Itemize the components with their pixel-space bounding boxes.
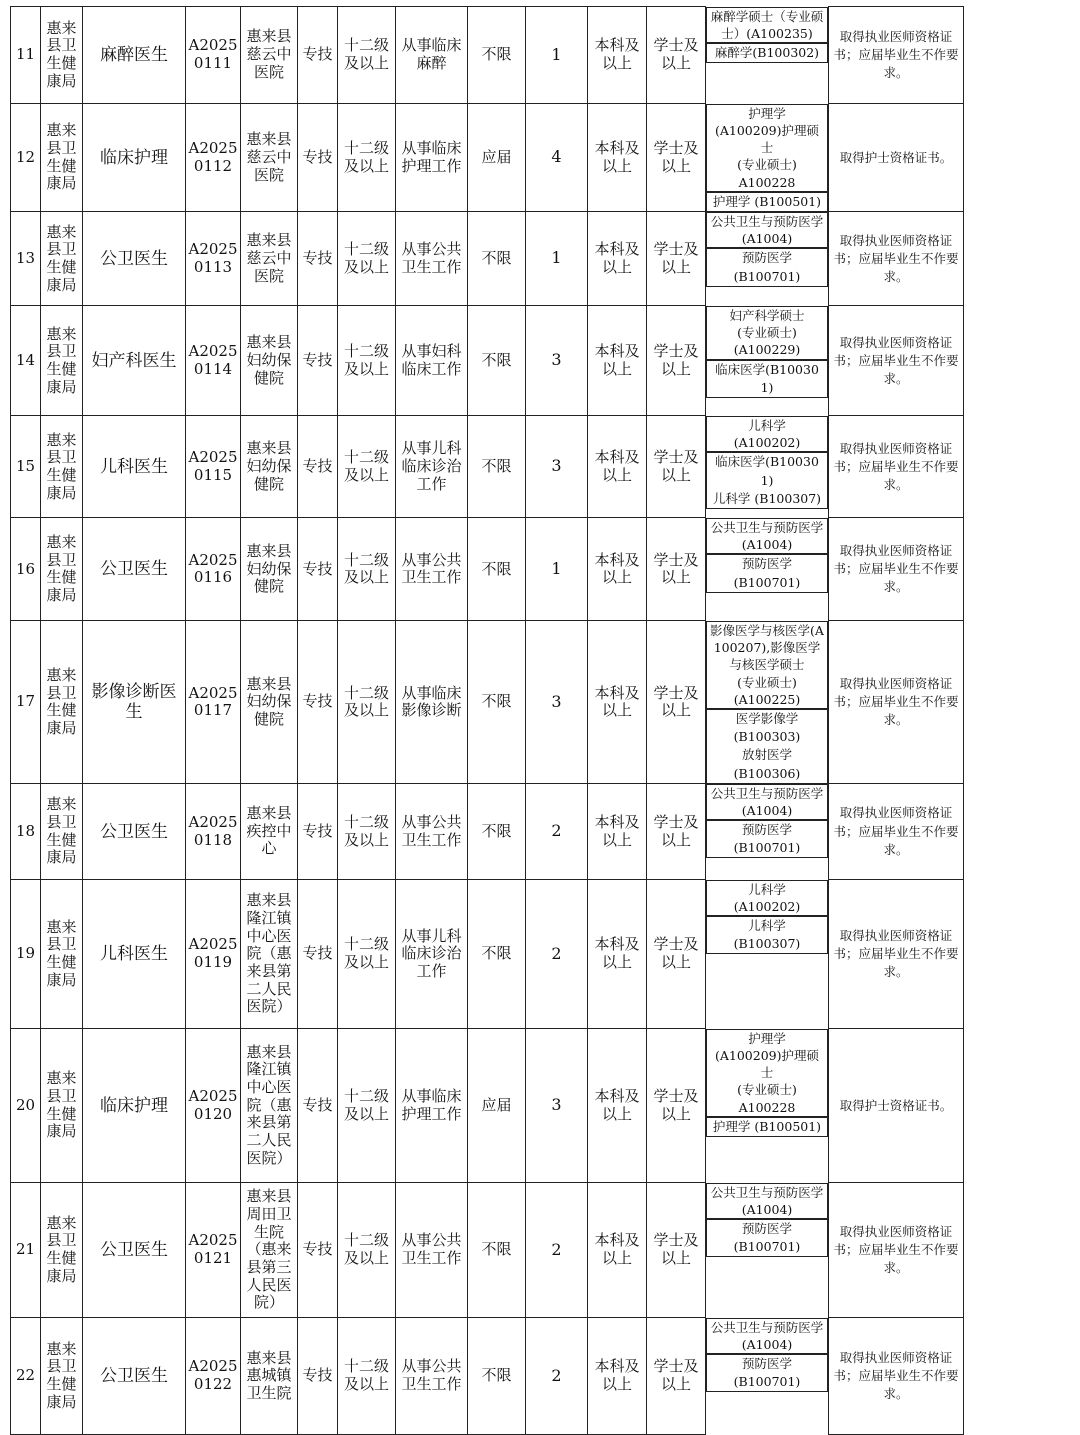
department-cell: 惠来县卫生健康局 xyxy=(41,104,83,212)
recruit-target-cell: 应届 xyxy=(468,104,526,212)
row-number: 13 xyxy=(11,212,41,306)
department-cell: 惠来县卫生健康局 xyxy=(41,416,83,518)
undergraduate-major-cell: 临床医学(B100301) xyxy=(706,360,828,398)
graduate-major-cell: 公共卫生与预防医学 (A1004) xyxy=(706,1183,828,1220)
recruit-target-cell: 不限 xyxy=(468,212,526,306)
job-duty-cell: 从事公共卫生工作 xyxy=(396,212,468,306)
other-requirements-cell: 取得执业医师资格证书；应届毕业生不作要求。 xyxy=(829,7,964,104)
other-requirements-cell: 取得护士资格证书。 xyxy=(829,104,964,212)
department-cell: 惠来县卫生健康局 xyxy=(41,1318,83,1435)
position-code-cell: A20250117 xyxy=(186,621,241,784)
position-level-cell: 十二级及以上 xyxy=(338,621,396,784)
row-number: 11 xyxy=(11,7,41,104)
position-code-cell: A20250121 xyxy=(186,1183,241,1318)
job-duty-cell: 从事临床影像诊断 xyxy=(396,621,468,784)
degree-cell: 学士及以上 xyxy=(647,212,706,306)
position-level-cell: 十二级及以上 xyxy=(338,1029,396,1183)
position-level-cell: 十二级及以上 xyxy=(338,1183,396,1318)
position-level-cell: 十二级及以上 xyxy=(338,880,396,1029)
headcount-cell: 4 xyxy=(526,104,588,212)
headcount-cell: 3 xyxy=(526,306,588,416)
department-cell: 惠来县卫生健康局 xyxy=(41,784,83,880)
undergraduate-major-cell: 护理学 (B100501) xyxy=(706,192,828,212)
department-cell: 惠来县卫生健康局 xyxy=(41,1029,83,1183)
graduate-major-cell: 影像医学与核医学(A100207),影像医学与核医学硕士 (专业硕士) (A100225) xyxy=(706,621,828,709)
education-cell: 本科及以上 xyxy=(588,784,647,880)
position-level-cell: 十二级及以上 xyxy=(338,306,396,416)
position-level-cell: 十二级及以上 xyxy=(338,1318,396,1435)
position-code-cell: A20250120 xyxy=(186,1029,241,1183)
position-code-cell: A20250114 xyxy=(186,306,241,416)
position-level-cell: 十二级及以上 xyxy=(338,416,396,518)
position-name-cell: 公卫医生 xyxy=(83,784,186,880)
position-level-cell: 十二级及以上 xyxy=(338,784,396,880)
other-requirements-cell: 取得执业医师资格证书；应届毕业生不作要求。 xyxy=(829,416,964,518)
recruitment-table xyxy=(10,6,1071,1435)
education-cell: 本科及以上 xyxy=(588,104,647,212)
table-row xyxy=(11,784,1071,880)
degree-cell: 学士及以上 xyxy=(647,621,706,784)
department-cell: 惠来县卫生健康局 xyxy=(41,621,83,784)
position-level-cell: 十二级及以上 xyxy=(338,104,396,212)
table-row xyxy=(11,518,1071,621)
employer-unit-cell: 惠来县疾控中心 xyxy=(241,784,298,880)
headcount-cell: 1 xyxy=(526,7,588,104)
other-requirements-cell: 取得执业医师资格证书；应届毕业生不作要求。 xyxy=(829,306,964,416)
position-name-cell: 公卫医生 xyxy=(83,1318,186,1435)
position-code-cell: A20250113 xyxy=(186,212,241,306)
degree-cell: 学士及以上 xyxy=(647,1029,706,1183)
undergraduate-major-cell: 麻醉学(B100302) xyxy=(706,43,828,63)
headcount-cell: 2 xyxy=(526,880,588,1029)
headcount-cell: 2 xyxy=(526,784,588,880)
employer-unit-cell: 惠来县妇幼保健院 xyxy=(241,416,298,518)
degree-cell: 学士及以上 xyxy=(647,416,706,518)
row-number: 18 xyxy=(11,784,41,880)
degree-cell: 学士及以上 xyxy=(647,1318,706,1435)
job-duty-cell: 从事临床护理工作 xyxy=(396,1029,468,1183)
employer-unit-cell: 惠来县妇幼保健院 xyxy=(241,621,298,784)
position-name-cell: 临床护理 xyxy=(83,1029,186,1183)
recruit-target-cell: 不限 xyxy=(468,306,526,416)
education-cell: 本科及以上 xyxy=(588,1318,647,1435)
row-number: 21 xyxy=(11,1183,41,1318)
department-cell: 惠来县卫生健康局 xyxy=(41,1183,83,1318)
table-row xyxy=(11,1318,1071,1435)
graduate-major-cell: 儿科学 (A100202) xyxy=(706,880,828,917)
recruit-target-cell: 不限 xyxy=(468,621,526,784)
education-cell: 本科及以上 xyxy=(588,1029,647,1183)
position-type-cell: 专技 xyxy=(298,784,338,880)
position-name-cell: 公卫医生 xyxy=(83,212,186,306)
position-code-cell: A20250119 xyxy=(186,880,241,1029)
row-number: 17 xyxy=(11,621,41,784)
employer-unit-cell: 惠来县慈云中医院 xyxy=(241,7,298,104)
department-cell: 惠来县卫生健康局 xyxy=(41,7,83,104)
undergraduate-major-cell: 预防医学 (B100701) xyxy=(706,248,828,286)
position-name-cell: 影像诊断医生 xyxy=(83,621,186,784)
headcount-cell: 3 xyxy=(526,416,588,518)
other-requirements-cell: 取得执业医师资格证书；应届毕业生不作要求。 xyxy=(829,621,964,784)
undergraduate-major-cell: 预防医学 (B100701) xyxy=(706,554,828,592)
position-type-cell: 专技 xyxy=(298,306,338,416)
employer-unit-cell: 惠来县慈云中医院 xyxy=(241,212,298,306)
education-cell: 本科及以上 xyxy=(588,880,647,1029)
recruit-target-cell: 不限 xyxy=(468,1183,526,1318)
position-level-cell: 十二级及以上 xyxy=(338,212,396,306)
headcount-cell: 1 xyxy=(526,518,588,621)
undergraduate-major-cell: 护理学 (B100501) xyxy=(706,1117,828,1137)
graduate-major-cell: 公共卫生与预防医学 (A1004) xyxy=(706,518,828,555)
undergraduate-major-cell: 临床医学(B100301) 儿科学 (B100307) xyxy=(706,452,828,508)
recruit-target-cell: 应届 xyxy=(468,1029,526,1183)
department-cell: 惠来县卫生健康局 xyxy=(41,306,83,416)
department-cell: 惠来县卫生健康局 xyxy=(41,518,83,621)
job-duty-cell: 从事公共卫生工作 xyxy=(396,1183,468,1318)
employer-unit-cell: 惠来县隆江镇中心医院（惠来县第二人民医院） xyxy=(241,880,298,1029)
undergraduate-major-cell: 预防医学 (B100701) xyxy=(706,1219,828,1257)
table-row xyxy=(11,416,1071,518)
row-number: 19 xyxy=(11,880,41,1029)
table-row xyxy=(11,7,1071,104)
job-duty-cell: 从事临床麻醉 xyxy=(396,7,468,104)
recruit-target-cell: 不限 xyxy=(468,7,526,104)
position-name-cell: 临床护理 xyxy=(83,104,186,212)
job-duty-cell: 从事公共卫生工作 xyxy=(396,784,468,880)
employer-unit-cell: 惠来县慈云中医院 xyxy=(241,104,298,212)
department-cell: 惠来县卫生健康局 xyxy=(41,880,83,1029)
position-name-cell: 公卫医生 xyxy=(83,518,186,621)
position-type-cell: 专技 xyxy=(298,212,338,306)
table-row xyxy=(11,306,1071,416)
graduate-major-cell: 儿科学 (A100202) xyxy=(706,416,828,453)
degree-cell: 学士及以上 xyxy=(647,518,706,621)
employer-unit-cell: 惠来县隆江镇中心医院（惠来县第二人民医院） xyxy=(241,1029,298,1183)
undergraduate-major-cell: 预防医学 (B100701) xyxy=(706,820,828,858)
headcount-cell: 1 xyxy=(526,212,588,306)
position-code-cell: A20250116 xyxy=(186,518,241,621)
headcount-cell: 2 xyxy=(526,1183,588,1318)
position-name-cell: 麻醉医生 xyxy=(83,7,186,104)
position-code-cell: A20250112 xyxy=(186,104,241,212)
position-code-cell: A20250122 xyxy=(186,1318,241,1435)
degree-cell: 学士及以上 xyxy=(647,104,706,212)
degree-cell: 学士及以上 xyxy=(647,1183,706,1318)
position-type-cell: 专技 xyxy=(298,1183,338,1318)
row-number: 22 xyxy=(11,1318,41,1435)
table-row xyxy=(11,212,1071,306)
degree-cell: 学士及以上 xyxy=(647,7,706,104)
position-code-cell: A20250111 xyxy=(186,7,241,104)
job-duty-cell: 从事妇科临床工作 xyxy=(396,306,468,416)
other-requirements-cell: 取得执业医师资格证书；应届毕业生不作要求。 xyxy=(829,784,964,880)
degree-cell: 学士及以上 xyxy=(647,784,706,880)
degree-cell: 学士及以上 xyxy=(647,306,706,416)
employer-unit-cell: 惠来县妇幼保健院 xyxy=(241,306,298,416)
department-cell: 惠来县卫生健康局 xyxy=(41,212,83,306)
employer-unit-cell: 惠来县妇幼保健院 xyxy=(241,518,298,621)
position-name-cell: 公卫医生 xyxy=(83,1183,186,1318)
table-row xyxy=(11,621,1071,784)
graduate-major-cell: 麻醉学硕士（专业硕士）(A100235) xyxy=(706,7,828,44)
position-type-cell: 专技 xyxy=(298,104,338,212)
position-type-cell: 专技 xyxy=(298,7,338,104)
other-requirements-cell: 取得执业医师资格证书；应届毕业生不作要求。 xyxy=(829,880,964,1029)
position-name-cell: 儿科医生 xyxy=(83,416,186,518)
graduate-major-cell: 公共卫生与预防医学 (A1004) xyxy=(706,1318,828,1355)
recruit-target-cell: 不限 xyxy=(468,784,526,880)
graduate-major-cell: 公共卫生与预防医学 (A1004) xyxy=(706,212,828,249)
undergraduate-major-cell: 儿科学 (B100307) xyxy=(706,916,828,954)
education-cell: 本科及以上 xyxy=(588,518,647,621)
job-duty-cell: 从事公共卫生工作 xyxy=(396,518,468,621)
education-cell: 本科及以上 xyxy=(588,621,647,784)
other-requirements-cell: 取得执业医师资格证书；应届毕业生不作要求。 xyxy=(829,1183,964,1318)
row-number: 14 xyxy=(11,306,41,416)
row-number: 20 xyxy=(11,1029,41,1183)
table-row xyxy=(11,1183,1071,1318)
position-type-cell: 专技 xyxy=(298,1029,338,1183)
job-duty-cell: 从事儿科临床诊治工作 xyxy=(396,416,468,518)
graduate-major-cell: 护理学 (A100209)护理硕士 (专业硕士) A100228 xyxy=(706,1029,828,1117)
row-number: 15 xyxy=(11,416,41,518)
employer-unit-cell: 惠来县惠城镇卫生院 xyxy=(241,1318,298,1435)
job-duty-cell: 从事儿科临床诊治工作 xyxy=(396,880,468,1029)
degree-cell: 学士及以上 xyxy=(647,880,706,1029)
job-duty-cell: 从事临床护理工作 xyxy=(396,104,468,212)
position-type-cell: 专技 xyxy=(298,880,338,1029)
position-type-cell: 专技 xyxy=(298,518,338,621)
recruitment-table-sheet xyxy=(10,6,1070,1411)
position-name-cell: 儿科医生 xyxy=(83,880,186,1029)
graduate-major-cell: 护理学 (A100209)护理硕士 (专业硕士) A100228 xyxy=(706,104,828,192)
employer-unit-cell: 惠来县周田卫生院（惠来县第三人民医院） xyxy=(241,1183,298,1318)
table-row xyxy=(11,880,1071,1029)
education-cell: 本科及以上 xyxy=(588,212,647,306)
other-requirements-cell: 取得执业医师资格证书；应届毕业生不作要求。 xyxy=(829,212,964,306)
education-cell: 本科及以上 xyxy=(588,7,647,104)
recruit-target-cell: 不限 xyxy=(468,1318,526,1435)
recruit-target-cell: 不限 xyxy=(468,518,526,621)
undergraduate-major-cell: 预防医学 (B100701) xyxy=(706,1354,828,1392)
position-type-cell: 专技 xyxy=(298,621,338,784)
position-level-cell: 十二级及以上 xyxy=(338,7,396,104)
education-cell: 本科及以上 xyxy=(588,416,647,518)
undergraduate-major-cell: 医学影像学 (B100303) 放射医学 (B100306) xyxy=(706,709,828,784)
position-name-cell: 妇产科医生 xyxy=(83,306,186,416)
recruit-target-cell: 不限 xyxy=(468,416,526,518)
headcount-cell: 3 xyxy=(526,621,588,784)
graduate-major-cell: 公共卫生与预防医学 (A1004) xyxy=(706,784,828,821)
recruit-target-cell: 不限 xyxy=(468,880,526,1029)
position-level-cell: 十二级及以上 xyxy=(338,518,396,621)
position-code-cell: A20250115 xyxy=(186,416,241,518)
other-requirements-cell: 取得执业医师资格证书；应届毕业生不作要求。 xyxy=(829,1318,964,1435)
position-code-cell: A20250118 xyxy=(186,784,241,880)
headcount-cell: 2 xyxy=(526,1318,588,1435)
education-cell: 本科及以上 xyxy=(588,306,647,416)
row-number: 16 xyxy=(11,518,41,621)
job-duty-cell: 从事公共卫生工作 xyxy=(396,1318,468,1435)
table-row xyxy=(11,1029,1071,1183)
row-number: 12 xyxy=(11,104,41,212)
position-type-cell: 专技 xyxy=(298,416,338,518)
headcount-cell: 3 xyxy=(526,1029,588,1183)
position-type-cell: 专技 xyxy=(298,1318,338,1435)
other-requirements-cell: 取得执业医师资格证书；应届毕业生不作要求。 xyxy=(829,518,964,621)
education-cell: 本科及以上 xyxy=(588,1183,647,1318)
table-row xyxy=(11,104,1071,212)
graduate-major-cell: 妇产科学硕士 (专业硕士) (A100229) xyxy=(706,306,828,360)
other-requirements-cell: 取得护士资格证书。 xyxy=(829,1029,964,1183)
